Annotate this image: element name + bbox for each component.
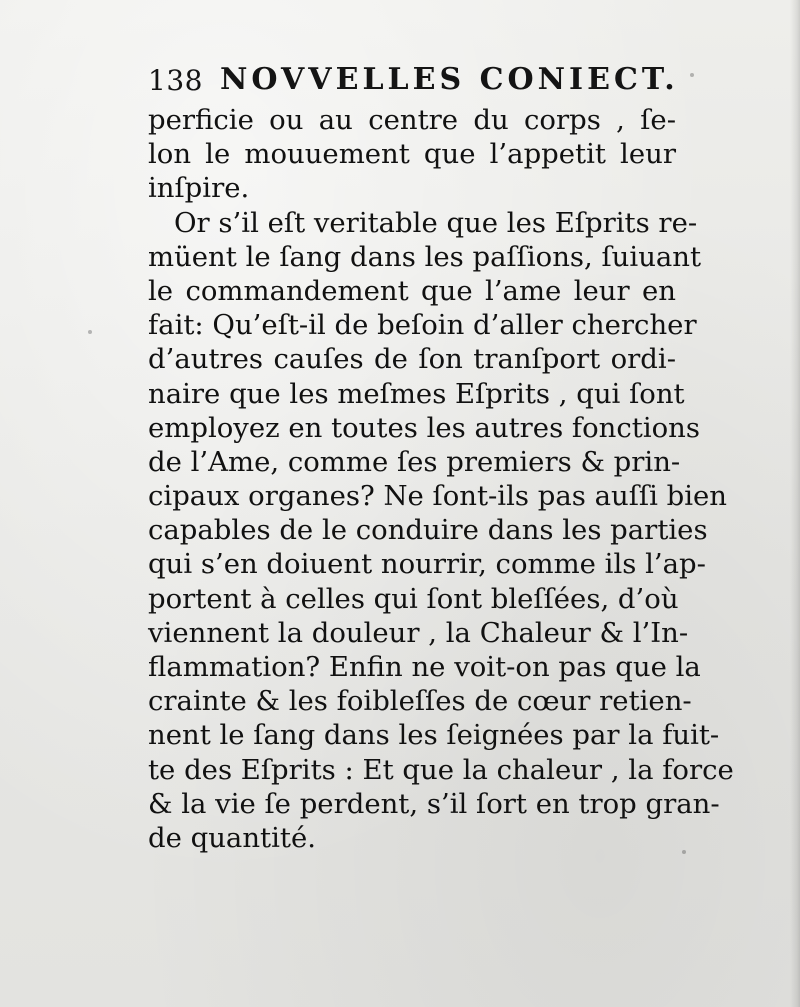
text-line: portent à celles qui ſont bleſſées, d’où <box>148 582 679 615</box>
text-line: de l’Ame, comme ſes premiers & prin- <box>148 445 681 478</box>
text-line: flammation? Enfin ne voit-on pas que la <box>148 651 701 683</box>
text-line: de quantité. <box>148 821 316 854</box>
text-line: Or s’il eſt veritable que les Eſprits re- <box>174 206 698 239</box>
text-line: & la vie ſe perdent, s’il ſort en trop gran- <box>148 787 720 820</box>
paper-speck <box>682 850 686 854</box>
text-line: inſpire. <box>148 172 250 205</box>
text-line: nent le ſang dans les ſeignées par la fuit- <box>148 719 720 752</box>
page-header <box>148 60 688 100</box>
page-number: 138 <box>148 64 203 97</box>
page-edge-shadow <box>790 0 800 1007</box>
text-line: müent le ſang dans les paſſions, ſuiuant <box>148 240 702 273</box>
text-line: cipaux organes? Ne ſont-ils pas auſſi bien <box>148 480 727 513</box>
text-line: employez en toutes les autres fonctions <box>148 411 701 444</box>
paper-speck <box>88 330 92 334</box>
text-line: qui s’en doiuent nourrir, comme ils l’ap- <box>148 548 706 581</box>
text-line: fait: Qu’eſt-il de beſoin d’aller chercher <box>148 309 697 342</box>
text-line: te des Eſprits : Et que la chaleur , la force <box>148 753 734 786</box>
text-line: capables de le conduire dans les parties <box>148 514 708 547</box>
running-title: NOVVELLES CONIECT. <box>220 62 679 97</box>
text-line: lon le mouuement que l’appetit leur <box>148 138 676 171</box>
text-line: viennent la douleur , la Chaleur & l’In- <box>148 616 689 649</box>
text-line: crainte & les foibleſſes de cœur retien- <box>148 685 692 718</box>
text-line: naire que les meſmes Eſprits , qui ſont <box>148 377 685 410</box>
body-text <box>148 103 734 855</box>
text-line: d’autres cauſes de ſon tranſport ordi- <box>148 343 676 376</box>
text-line: le commandement que l’ame leur en <box>148 274 676 307</box>
paper-speck <box>690 73 694 77</box>
text-line: perficie ou au centre du corps , ſe- <box>148 104 676 136</box>
